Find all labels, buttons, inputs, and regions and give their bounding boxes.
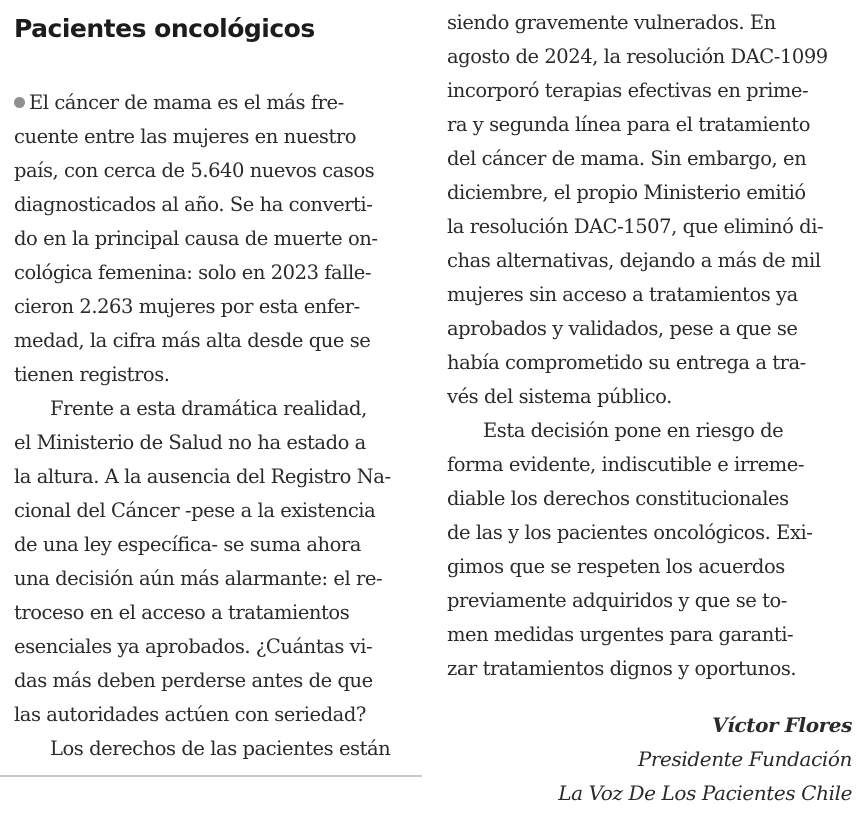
body-line: país, con cerca de 5.640 nuevos casos xyxy=(14,159,375,182)
signature-title: Presidente Fundación xyxy=(637,747,852,771)
body-line: del cáncer de mama. Sin embargo, en xyxy=(447,147,807,170)
body-line: mujeres sin acceso a tratamientos ya xyxy=(447,283,798,306)
bullet-icon xyxy=(14,97,25,108)
body-line: cieron 2.263 mujeres por esta enfer- xyxy=(14,295,360,318)
body-line: esenciales ya aprobados. ¿Cuántas vi- xyxy=(14,635,373,658)
body-line: zar tratamientos dignos y oportunos. xyxy=(447,657,797,680)
signature-name: Víctor Flores xyxy=(712,713,852,737)
body-line: cuente entre las mujeres en nuestro xyxy=(14,125,357,148)
body-line: de las y los pacientes oncológicos. Exi- xyxy=(447,521,813,544)
body-line: Los derechos de las pacientes están xyxy=(50,737,391,760)
body-line: cional del Cáncer -pese a la existencia xyxy=(14,499,376,522)
left-column xyxy=(14,86,414,766)
body-line: una decisión aún más alarmante: el re- xyxy=(14,567,383,590)
body-line: Frente a esta dramática realidad, xyxy=(50,397,367,420)
body-line: había comprometido su entrega a tra- xyxy=(447,351,806,374)
body-line: siendo gravemente vulnerados. En xyxy=(447,11,776,34)
body-line: tienen registros. xyxy=(14,363,170,386)
body-line: aprobados y validados, pese a que se xyxy=(447,317,798,340)
body-line: ra y segunda línea para el tratamiento xyxy=(447,113,810,136)
signature-block xyxy=(558,708,852,810)
signature-organization: La Voz De Los Pacientes Chile xyxy=(558,781,852,805)
body-line: Esta decisión pone en riesgo de xyxy=(483,419,784,442)
body-line: cológica femenina: solo en 2023 falle- xyxy=(14,261,372,284)
body-line: men medidas urgentes para garanti- xyxy=(447,623,794,646)
body-line: El cáncer de mama es el más fre- xyxy=(14,86,414,120)
body-line: chas alternativas, dejando a más de mil xyxy=(447,249,821,272)
column-divider xyxy=(0,775,422,777)
body-line: gimos que se respeten los acuerdos xyxy=(447,555,785,578)
body-line: das más deben perderse antes de que xyxy=(14,669,373,692)
right-column xyxy=(447,6,855,686)
body-line: do en la principal causa de muerte on- xyxy=(14,227,378,250)
article-headline: Pacientes oncológicos xyxy=(14,14,315,43)
body-line: previamente adquiridos y que se to- xyxy=(447,589,787,612)
body-line: de una ley específica- se suma ahora xyxy=(14,533,361,556)
body-line: agosto de 2024, la resolución DAC-1099 xyxy=(447,45,828,68)
body-line: forma evidente, indiscutible e irreme- xyxy=(447,453,804,476)
body-line: el Ministerio de Salud no ha estado a xyxy=(14,431,366,454)
body-line: troceso en el acceso a tratamientos xyxy=(14,601,350,624)
body-line: diciembre, el propio Ministerio emitió xyxy=(447,181,806,204)
body-line: las autoridades actúen con seriedad? xyxy=(14,703,366,726)
body-line: medad, la cifra más alta desde que se xyxy=(14,329,371,352)
body-line: diable los derechos constitucionales xyxy=(447,487,789,510)
body-line: diagnosticados al año. Se ha converti- xyxy=(14,193,373,216)
body-line: vés del sistema público. xyxy=(447,385,672,408)
body-line: la altura. A la ausencia del Registro Na- xyxy=(14,465,391,488)
body-line: incorporó terapias efectivas en prime- xyxy=(447,79,809,102)
body-line: la resolución DAC-1507, que eliminó di- xyxy=(447,215,824,238)
